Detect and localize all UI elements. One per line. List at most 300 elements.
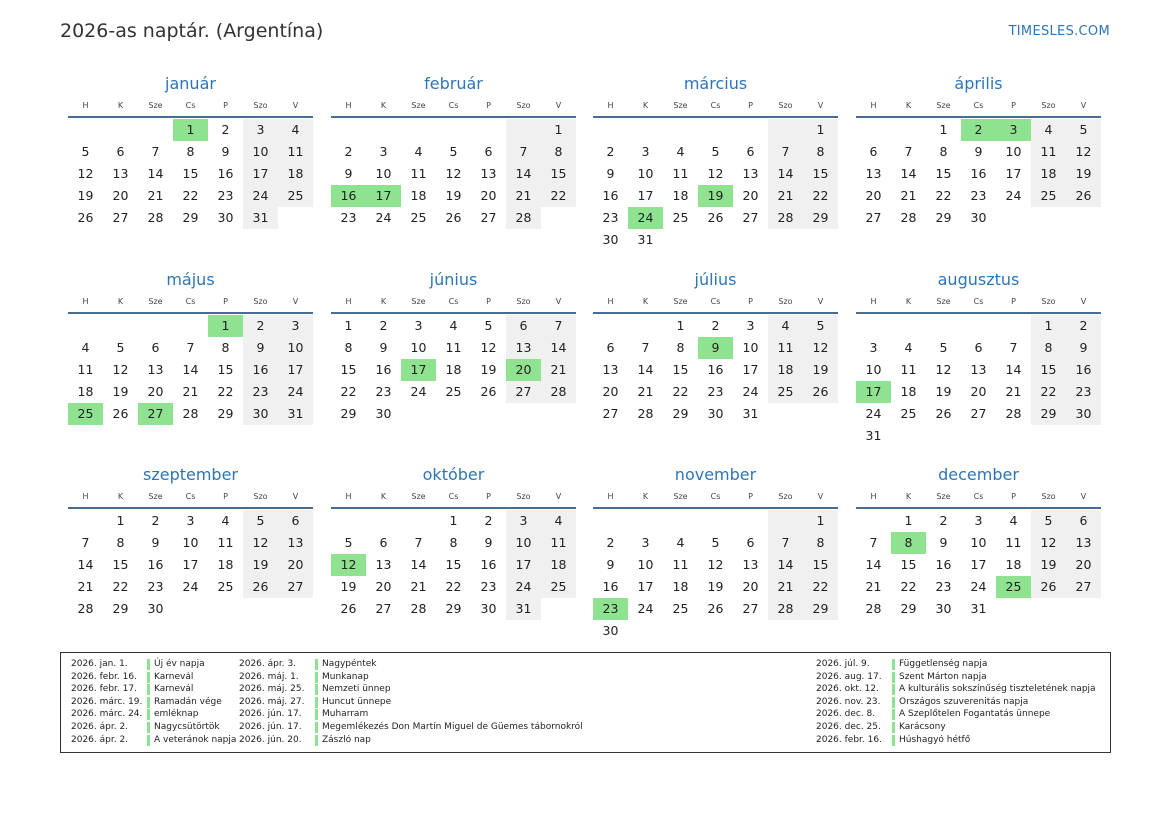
holiday-entry: [71, 696, 236, 709]
day-cell: 4: [414, 144, 423, 159]
week-row: [856, 337, 1101, 359]
month-calendar: [856, 271, 1101, 447]
holiday-date: 2026. máj. 27.: [239, 696, 305, 707]
month-name: május: [166, 270, 215, 289]
month-name: október: [422, 465, 485, 484]
empty-day-cell: [996, 425, 1031, 447]
day-cell: 27: [1066, 576, 1101, 598]
empty-day-cell: [891, 425, 926, 447]
day-cell: 26: [340, 601, 357, 616]
day-cell: 26: [77, 210, 94, 225]
holiday-name: Megemlékezés Don Martín Miguel de Güemes tábornokról: [322, 721, 583, 732]
day-cell: 2: [1066, 315, 1101, 337]
day-cell: 21: [637, 384, 654, 399]
holiday-name: Huncut ünnepe: [322, 696, 392, 707]
weekday-label: Sze: [936, 297, 951, 306]
week-row: [856, 403, 1101, 425]
day-cell: 16: [1066, 359, 1101, 381]
empty-day-cell: [208, 598, 243, 620]
day-cell: 11: [1031, 141, 1066, 163]
day-cell: 7: [81, 535, 90, 550]
weekday-label: H: [82, 297, 89, 306]
day-cell: 26: [707, 210, 724, 225]
holiday-legend: [60, 652, 1111, 753]
empty-day-cell: [996, 315, 1031, 337]
weekday-label: Sze: [411, 101, 426, 110]
day-cell: 15: [340, 362, 357, 377]
empty-day-cell: [471, 119, 506, 141]
empty-day-cell: [768, 510, 803, 532]
day-cell: 24: [182, 579, 199, 594]
empty-day-cell: [768, 229, 803, 251]
day-cell: 13: [742, 166, 759, 181]
day-cell: 27: [480, 210, 497, 225]
day-cell: 8: [1031, 337, 1066, 359]
weekday-label: P: [748, 297, 753, 306]
week-row: [593, 207, 838, 229]
day-cell: 27: [742, 601, 759, 616]
day-cell: 27: [602, 406, 619, 421]
holiday-name: Országos szuverenitás napja: [899, 696, 1029, 707]
empty-day-cell: [506, 403, 541, 425]
day-cell: 13: [506, 337, 541, 359]
week-row: [68, 185, 313, 207]
holiday-date: 2026. ápr. 2.: [71, 734, 129, 745]
week-row: [856, 598, 1101, 620]
empty-day-cell: [278, 207, 313, 229]
weekday-header: [593, 295, 838, 314]
empty-day-cell: [436, 403, 471, 425]
day-cell: 23: [1066, 381, 1101, 403]
day-cell: 2: [221, 122, 230, 137]
week-row: [68, 598, 313, 620]
day-cell: 13: [480, 166, 497, 181]
weekday-label: Szo: [1041, 492, 1056, 501]
day-cell: 28: [768, 207, 803, 229]
holiday-name: Nemzeti ünnep: [322, 684, 391, 695]
holiday-name: Szent Márton napja: [899, 671, 987, 682]
day-cell: 11: [217, 535, 234, 550]
holiday-date: 2026. febr. 16.: [71, 671, 137, 682]
holiday-name: Muharram: [322, 709, 369, 720]
holiday-entry: [71, 683, 236, 696]
holiday-entry: [816, 696, 1096, 709]
empty-day-cell: [733, 119, 768, 141]
weekday-label: P: [223, 101, 228, 110]
day-cell: 2: [151, 513, 160, 528]
week-row: [593, 185, 838, 207]
day-cell: 19: [935, 384, 952, 399]
month-name: november: [674, 465, 757, 484]
day-cell: 9: [939, 535, 948, 550]
empty-day-cell: [138, 315, 173, 337]
month-calendar: [331, 75, 576, 229]
weekday-label: Szo: [253, 297, 268, 306]
weekday-label: Cs: [448, 101, 459, 110]
empty-day-cell: [663, 510, 698, 532]
week-row: [331, 207, 576, 229]
day-cell: 6: [974, 340, 983, 355]
weekday-label: H: [607, 492, 614, 501]
holiday-entry: [816, 734, 1096, 747]
day-cell: 30: [375, 406, 392, 421]
day-cell: 25: [1031, 185, 1066, 207]
day-cell: 19: [1031, 554, 1066, 576]
day-cell: 7: [869, 535, 878, 550]
empty-day-cell: [471, 403, 506, 425]
day-cell: 4: [541, 510, 576, 532]
weekday-label: Sze: [673, 492, 688, 501]
day-cell: 6: [151, 340, 160, 355]
weekday-label: H: [345, 297, 352, 306]
day-cell: 21: [900, 188, 917, 203]
day-cell: 4: [1031, 119, 1066, 141]
month-calendar: [68, 466, 313, 620]
day-cell: 12: [803, 337, 838, 359]
day-cell: 5: [484, 318, 493, 333]
empty-day-cell: [401, 510, 436, 532]
week-row: [856, 207, 1101, 229]
day-cell: 8: [803, 141, 838, 163]
day-cell: 6: [606, 340, 615, 355]
day-cell: 19: [803, 359, 838, 381]
weekday-label: K: [117, 297, 124, 306]
day-cell: 16: [147, 557, 164, 572]
day-cell: 29: [217, 406, 234, 421]
month-name: december: [938, 465, 1019, 484]
week-row: [593, 119, 838, 141]
weekday-label: Cs: [448, 492, 459, 501]
holiday-name: Karácsony: [899, 721, 946, 732]
empty-day-cell: [593, 315, 628, 337]
day-cell: 18: [900, 384, 917, 399]
day-cell: 20: [970, 384, 987, 399]
weekday-label: Cs: [710, 492, 721, 501]
day-cell: 4: [81, 340, 90, 355]
empty-day-cell: [628, 510, 663, 532]
week-row: [331, 119, 576, 141]
day-cell: 12: [707, 557, 724, 572]
day-cell: 29: [445, 601, 462, 616]
week-row: [856, 554, 1101, 576]
holiday-name: Zászló nap: [322, 734, 371, 745]
day-cell: 24: [278, 381, 313, 403]
day-cell: 25: [768, 381, 803, 403]
day-cell: 14: [182, 362, 199, 377]
day-cell: 28: [541, 381, 576, 403]
day-cell: 15: [672, 362, 689, 377]
empty-day-cell: [1031, 207, 1066, 229]
day-cell: 12: [480, 340, 497, 355]
weekday-label: Sze: [411, 492, 426, 501]
week-row: [593, 598, 838, 620]
day-cell: 9: [243, 337, 278, 359]
day-cell: 5: [116, 340, 125, 355]
day-cell: 8: [803, 532, 838, 554]
empty-day-cell: [173, 315, 208, 337]
day-cell: 11: [278, 141, 313, 163]
day-cell: 28: [77, 601, 94, 616]
day-cell: 26: [480, 384, 497, 399]
holiday-name: Függetlenség napja: [899, 659, 988, 669]
weekday-label: Cs: [448, 297, 459, 306]
day-cell: 22: [803, 576, 838, 598]
day-cell: 29: [672, 406, 689, 421]
day-cell: 15: [112, 557, 129, 572]
day-cell: 7: [506, 141, 541, 163]
day-cell: 2: [606, 535, 615, 550]
week-row: [68, 119, 313, 141]
week-row: [68, 554, 313, 576]
empty-day-cell: [366, 510, 401, 532]
empty-day-cell: [173, 598, 208, 620]
day-cell: 9: [974, 144, 983, 159]
weekday-label: Szo: [253, 492, 268, 501]
weekday-label: Sze: [148, 101, 163, 110]
holiday-name: Nagycsütörtök: [154, 721, 220, 732]
holiday-date: 2026. okt. 12.: [816, 684, 879, 695]
day-cell: 1: [939, 122, 948, 137]
empty-day-cell: [278, 598, 313, 620]
day-cell: 25: [445, 384, 462, 399]
empty-day-cell: [541, 207, 576, 229]
day-cell: 14: [77, 557, 94, 572]
weekday-label: Sze: [936, 101, 951, 110]
month-calendar: [593, 271, 838, 425]
day-cell: 11: [672, 557, 689, 572]
day-cell: 28: [637, 406, 654, 421]
day-cell: 15: [182, 166, 199, 181]
day-cell: 12: [243, 532, 278, 554]
day-cell: 12: [112, 362, 129, 377]
weekday-header: [856, 99, 1101, 118]
day-cell: 2: [243, 315, 278, 337]
week-row: [68, 337, 313, 359]
weekday-label: V: [555, 297, 562, 306]
empty-day-cell: [1031, 598, 1066, 620]
month-name: augusztus: [937, 270, 1020, 289]
empty-day-cell: [926, 315, 961, 337]
day-cell: 29: [112, 601, 129, 616]
day-cell: 24: [637, 601, 654, 616]
day-cell: 12: [445, 166, 462, 181]
weekday-label: Sze: [148, 297, 163, 306]
day-cell: 21: [865, 579, 882, 594]
day-cell: 16: [602, 579, 619, 594]
holiday-marker: [147, 735, 150, 746]
day-cell: 12: [1066, 141, 1101, 163]
day-cell: 15: [803, 554, 838, 576]
day-cell: 29: [900, 601, 917, 616]
day-cell: 30: [1066, 403, 1101, 425]
weekday-label: Cs: [710, 297, 721, 306]
day-cell: 31: [243, 207, 278, 229]
day-cell: 25: [541, 576, 576, 598]
day-cell: 18: [77, 384, 94, 399]
day-cell: 4: [1009, 513, 1018, 528]
day-cell: 16: [375, 362, 392, 377]
holiday-marker: [147, 659, 150, 670]
day-cell: 23: [707, 384, 724, 399]
empty-day-cell: [593, 510, 628, 532]
empty-day-cell: [1066, 207, 1101, 229]
weekday-label: H: [870, 297, 877, 306]
day-cell: 28: [182, 406, 199, 421]
day-cell: 6: [278, 510, 313, 532]
day-cell: 3: [414, 318, 423, 333]
day-cell: 19: [77, 188, 94, 203]
day-cell: 7: [541, 315, 576, 337]
day-cell: 21: [768, 185, 803, 207]
week-row: [68, 381, 313, 403]
day-cell: 2: [939, 513, 948, 528]
empty-day-cell: [768, 620, 803, 642]
day-cell: 23: [147, 579, 164, 594]
weekday-label: V: [1080, 492, 1087, 501]
day-cell: 31: [742, 406, 759, 421]
empty-day-cell: [541, 598, 576, 620]
day-cell: 3: [869, 340, 878, 355]
weekday-label: Szo: [778, 297, 793, 306]
day-cell: 17: [366, 185, 401, 207]
day-cell: 25: [68, 403, 103, 425]
day-cell: 10: [865, 362, 882, 377]
day-cell: 7: [768, 141, 803, 163]
holiday-name: Nagypéntek: [322, 659, 377, 669]
day-cell: 5: [711, 144, 720, 159]
day-cell: 21: [1005, 384, 1022, 399]
day-cell: 23: [970, 188, 987, 203]
empty-day-cell: [663, 620, 698, 642]
empty-day-cell: [961, 425, 996, 447]
holiday-entry: [239, 734, 583, 747]
day-cell: 6: [484, 144, 493, 159]
weekday-label: V: [817, 297, 824, 306]
weekday-label: Sze: [936, 492, 951, 501]
day-cell: 27: [375, 601, 392, 616]
day-cell: 27: [278, 576, 313, 598]
day-cell: 4: [904, 340, 913, 355]
day-cell: 19: [1066, 163, 1101, 185]
day-cell: 14: [768, 163, 803, 185]
empty-day-cell: [698, 229, 733, 251]
day-cell: 7: [768, 532, 803, 554]
empty-day-cell: [628, 315, 663, 337]
weekday-label: Szo: [1041, 101, 1056, 110]
day-cell: 13: [147, 362, 164, 377]
day-cell: 16: [707, 362, 724, 377]
day-cell: 15: [1031, 359, 1066, 381]
weekday-header: [856, 295, 1101, 314]
day-cell: 7: [1009, 340, 1018, 355]
day-cell: 1: [344, 318, 353, 333]
week-row: [331, 554, 576, 576]
month-calendar: [593, 466, 838, 642]
day-cell: 30: [217, 210, 234, 225]
month-calendar: [856, 466, 1101, 620]
empty-day-cell: [698, 510, 733, 532]
day-cell: 13: [278, 532, 313, 554]
holiday-date: 2026. aug. 17.: [816, 671, 882, 682]
weekday-header: [593, 490, 838, 509]
day-cell: 1: [803, 510, 838, 532]
weekday-label: V: [555, 101, 562, 110]
weekday-label: V: [1080, 101, 1087, 110]
day-cell: 9: [606, 166, 615, 181]
empty-day-cell: [628, 119, 663, 141]
day-cell: 30: [935, 601, 952, 616]
empty-day-cell: [803, 620, 838, 642]
empty-day-cell: [68, 510, 103, 532]
day-cell: 20: [602, 384, 619, 399]
holiday-marker: [315, 672, 318, 683]
day-cell: 24: [628, 207, 663, 229]
day-cell: 22: [112, 579, 129, 594]
empty-day-cell: [891, 119, 926, 141]
day-cell: 9: [484, 535, 493, 550]
holiday-entry: [239, 708, 583, 721]
empty-day-cell: [803, 229, 838, 251]
day-cell: 12: [1031, 532, 1066, 554]
day-cell: 12: [77, 166, 94, 181]
day-cell: 21: [541, 359, 576, 381]
day-cell: 11: [445, 340, 462, 355]
day-cell: 4: [768, 315, 803, 337]
empty-day-cell: [856, 510, 891, 532]
day-cell: 19: [445, 188, 462, 203]
day-cell: 5: [1031, 510, 1066, 532]
empty-day-cell: [401, 119, 436, 141]
empty-day-cell: [961, 315, 996, 337]
week-row: [593, 576, 838, 598]
weekday-label: Szo: [778, 101, 793, 110]
day-cell: 15: [803, 163, 838, 185]
empty-day-cell: [103, 315, 138, 337]
weekday-label: Sze: [148, 492, 163, 501]
day-cell: 25: [672, 601, 689, 616]
day-cell: 16: [970, 166, 987, 181]
week-row: [856, 576, 1101, 598]
day-cell: 12: [331, 554, 366, 576]
legend-column-3: [816, 658, 1096, 746]
day-cell: 20: [506, 359, 541, 381]
week-row: [593, 554, 838, 576]
day-cell: 16: [480, 557, 497, 572]
empty-day-cell: [243, 598, 278, 620]
holiday-entry: [816, 658, 1096, 671]
holiday-entry: [816, 708, 1096, 721]
weekday-label: Szo: [253, 101, 268, 110]
day-cell: 21: [506, 185, 541, 207]
empty-day-cell: [698, 119, 733, 141]
week-row: [593, 381, 838, 403]
brand-link[interactable]: TIMESLES.COM: [1008, 24, 1110, 39]
empty-day-cell: [663, 229, 698, 251]
week-row: [331, 381, 576, 403]
week-row: [68, 403, 313, 425]
day-cell: 22: [672, 384, 689, 399]
day-cell: 23: [593, 598, 628, 620]
day-cell: 4: [676, 535, 685, 550]
weekday-label: K: [642, 492, 649, 501]
weekday-label: Cs: [973, 101, 984, 110]
holiday-date: 2026. máj. 1.: [239, 671, 299, 682]
day-cell: 25: [672, 210, 689, 225]
holiday-entry: [71, 721, 236, 734]
week-row: [593, 532, 838, 554]
day-cell: 24: [506, 576, 541, 598]
day-cell: 14: [865, 557, 882, 572]
